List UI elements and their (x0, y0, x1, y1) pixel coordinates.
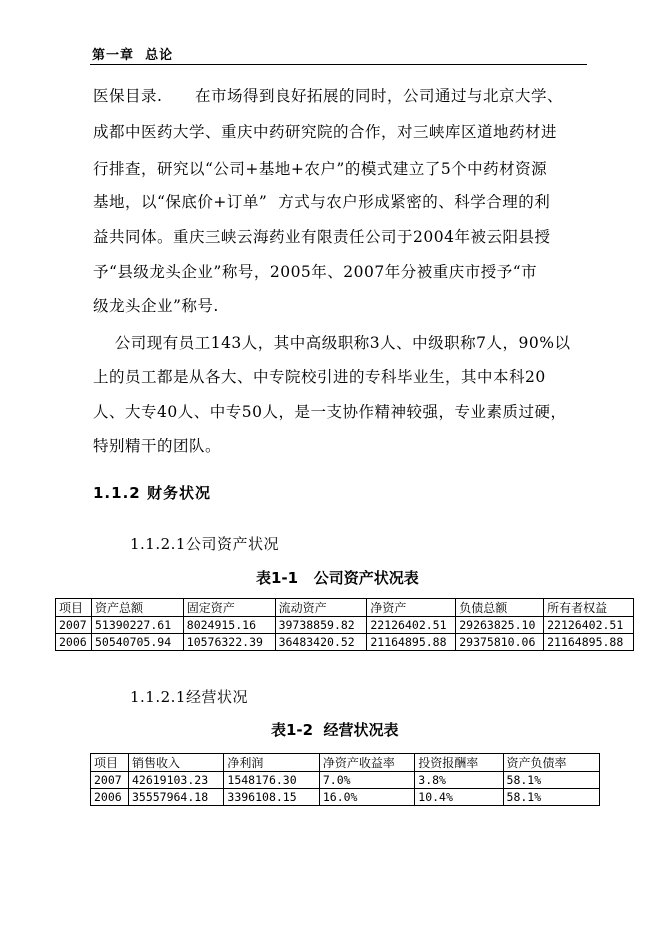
asset-table (55, 598, 634, 651)
text-line: 特别精干的团队。 (93, 437, 222, 455)
table-cell: 2007 (56, 617, 92, 634)
table-cell: 29375810.06 (456, 634, 544, 651)
col-header: 项目 (91, 754, 129, 772)
text-line: 级龙头企业”称号. (93, 297, 219, 315)
text-line: 益共同体。重庆三峡云海药业有限责任公司于2004年被云阳县授 (93, 228, 551, 246)
chapter-label: 第一章 (92, 48, 135, 63)
text-line: 予“县级龙头企业”称号，2005年、2007年分被重庆市授予“市 (93, 263, 538, 281)
col-header: 所有者权益 (544, 599, 634, 617)
table-cell: 2007 (91, 772, 129, 789)
operation-table-title: 表1-2 经营状况表 (271, 721, 399, 739)
text-line: 医保目录. 在市场得到良好拓展的同时，公司通过与北京大学、 (93, 87, 563, 105)
table-row (56, 617, 634, 634)
col-header: 销售收入 (128, 754, 223, 772)
col-header: 净利润 (224, 754, 319, 772)
table-cell: 35557964.18 (128, 789, 223, 806)
table-row (91, 772, 600, 789)
table-cell: 3.8% (415, 772, 503, 789)
col-header: 流动资产 (275, 599, 367, 617)
table-cell: 29263825.10 (456, 617, 544, 634)
table-header-row (91, 754, 600, 772)
section-number: 1.1.2 (93, 484, 141, 502)
table-cell: 42619103.23 (128, 772, 223, 789)
asset-subheading: 1.1.2.1公司资产状况 (130, 535, 279, 553)
table-cell: 21164895.88 (367, 634, 456, 651)
col-header: 资产负债率 (503, 754, 599, 772)
operation-subheading: 1.1.2.1经营状况 (130, 688, 248, 706)
text-line: 人、大专40人、中专50人，是一支协作精神较强，专业素质过硬， (93, 403, 567, 421)
asset-table-title: 表1-1 公司资产状况表 (256, 569, 419, 587)
text-line: 成都中医药大学、重庆中药研究院的合作，对三峡库区道地药材进 (93, 123, 558, 141)
table-row (91, 789, 600, 806)
table-cell: 51390227.61 (91, 617, 183, 634)
table-cell: 50540705.94 (91, 634, 183, 651)
header-rule (90, 64, 587, 65)
table-cell: 36483420.52 (275, 634, 367, 651)
col-header: 项目 (56, 599, 92, 617)
table-cell: 8024915.16 (183, 617, 275, 634)
table-cell: 58.1% (503, 789, 599, 806)
table-cell: 2006 (56, 634, 92, 651)
table-cell: 21164895.88 (544, 634, 634, 651)
table-cell: 3396108.15 (224, 789, 319, 806)
text-line: 行排查，研究以“公司+基地+农户”的模式建立了5个中药材资源 (93, 160, 548, 178)
col-header: 投资报酬率 (415, 754, 503, 772)
table-row (56, 634, 634, 651)
table-cell: 10576322.39 (183, 634, 275, 651)
table-cell: 2006 (91, 789, 129, 806)
col-header: 固定资产 (183, 599, 275, 617)
running-header (92, 44, 173, 63)
table-cell: 16.0% (319, 789, 414, 806)
table-cell: 39738859.82 (275, 617, 367, 634)
col-header: 净资产收益率 (319, 754, 414, 772)
section-heading (93, 482, 211, 503)
table-header-row (56, 599, 634, 617)
operation-table (90, 753, 600, 806)
table-cell: 7.0% (319, 772, 414, 789)
text-line: 基地，以“保底价+订单” 方式与农户形成紧密的、科学合理的利 (93, 193, 551, 211)
col-header: 净资产 (367, 599, 456, 617)
table-cell: 22126402.51 (544, 617, 634, 634)
table-cell: 1548176.30 (224, 772, 319, 789)
chapter-title: 总论 (145, 48, 174, 63)
table-cell: 22126402.51 (367, 617, 456, 634)
section-title: 财务状况 (146, 484, 211, 502)
text-line: 上的员工都是从各大、中专院校引进的专科毕业生，其中本科20 (93, 368, 546, 386)
text-line: 公司现有员工143人，其中高级职称3人、中级职称7人，90%以 (93, 334, 571, 352)
col-header: 负债总额 (456, 599, 544, 617)
col-header: 资产总额 (91, 599, 183, 617)
table-cell: 58.1% (503, 772, 599, 789)
table-cell: 10.4% (415, 789, 503, 806)
